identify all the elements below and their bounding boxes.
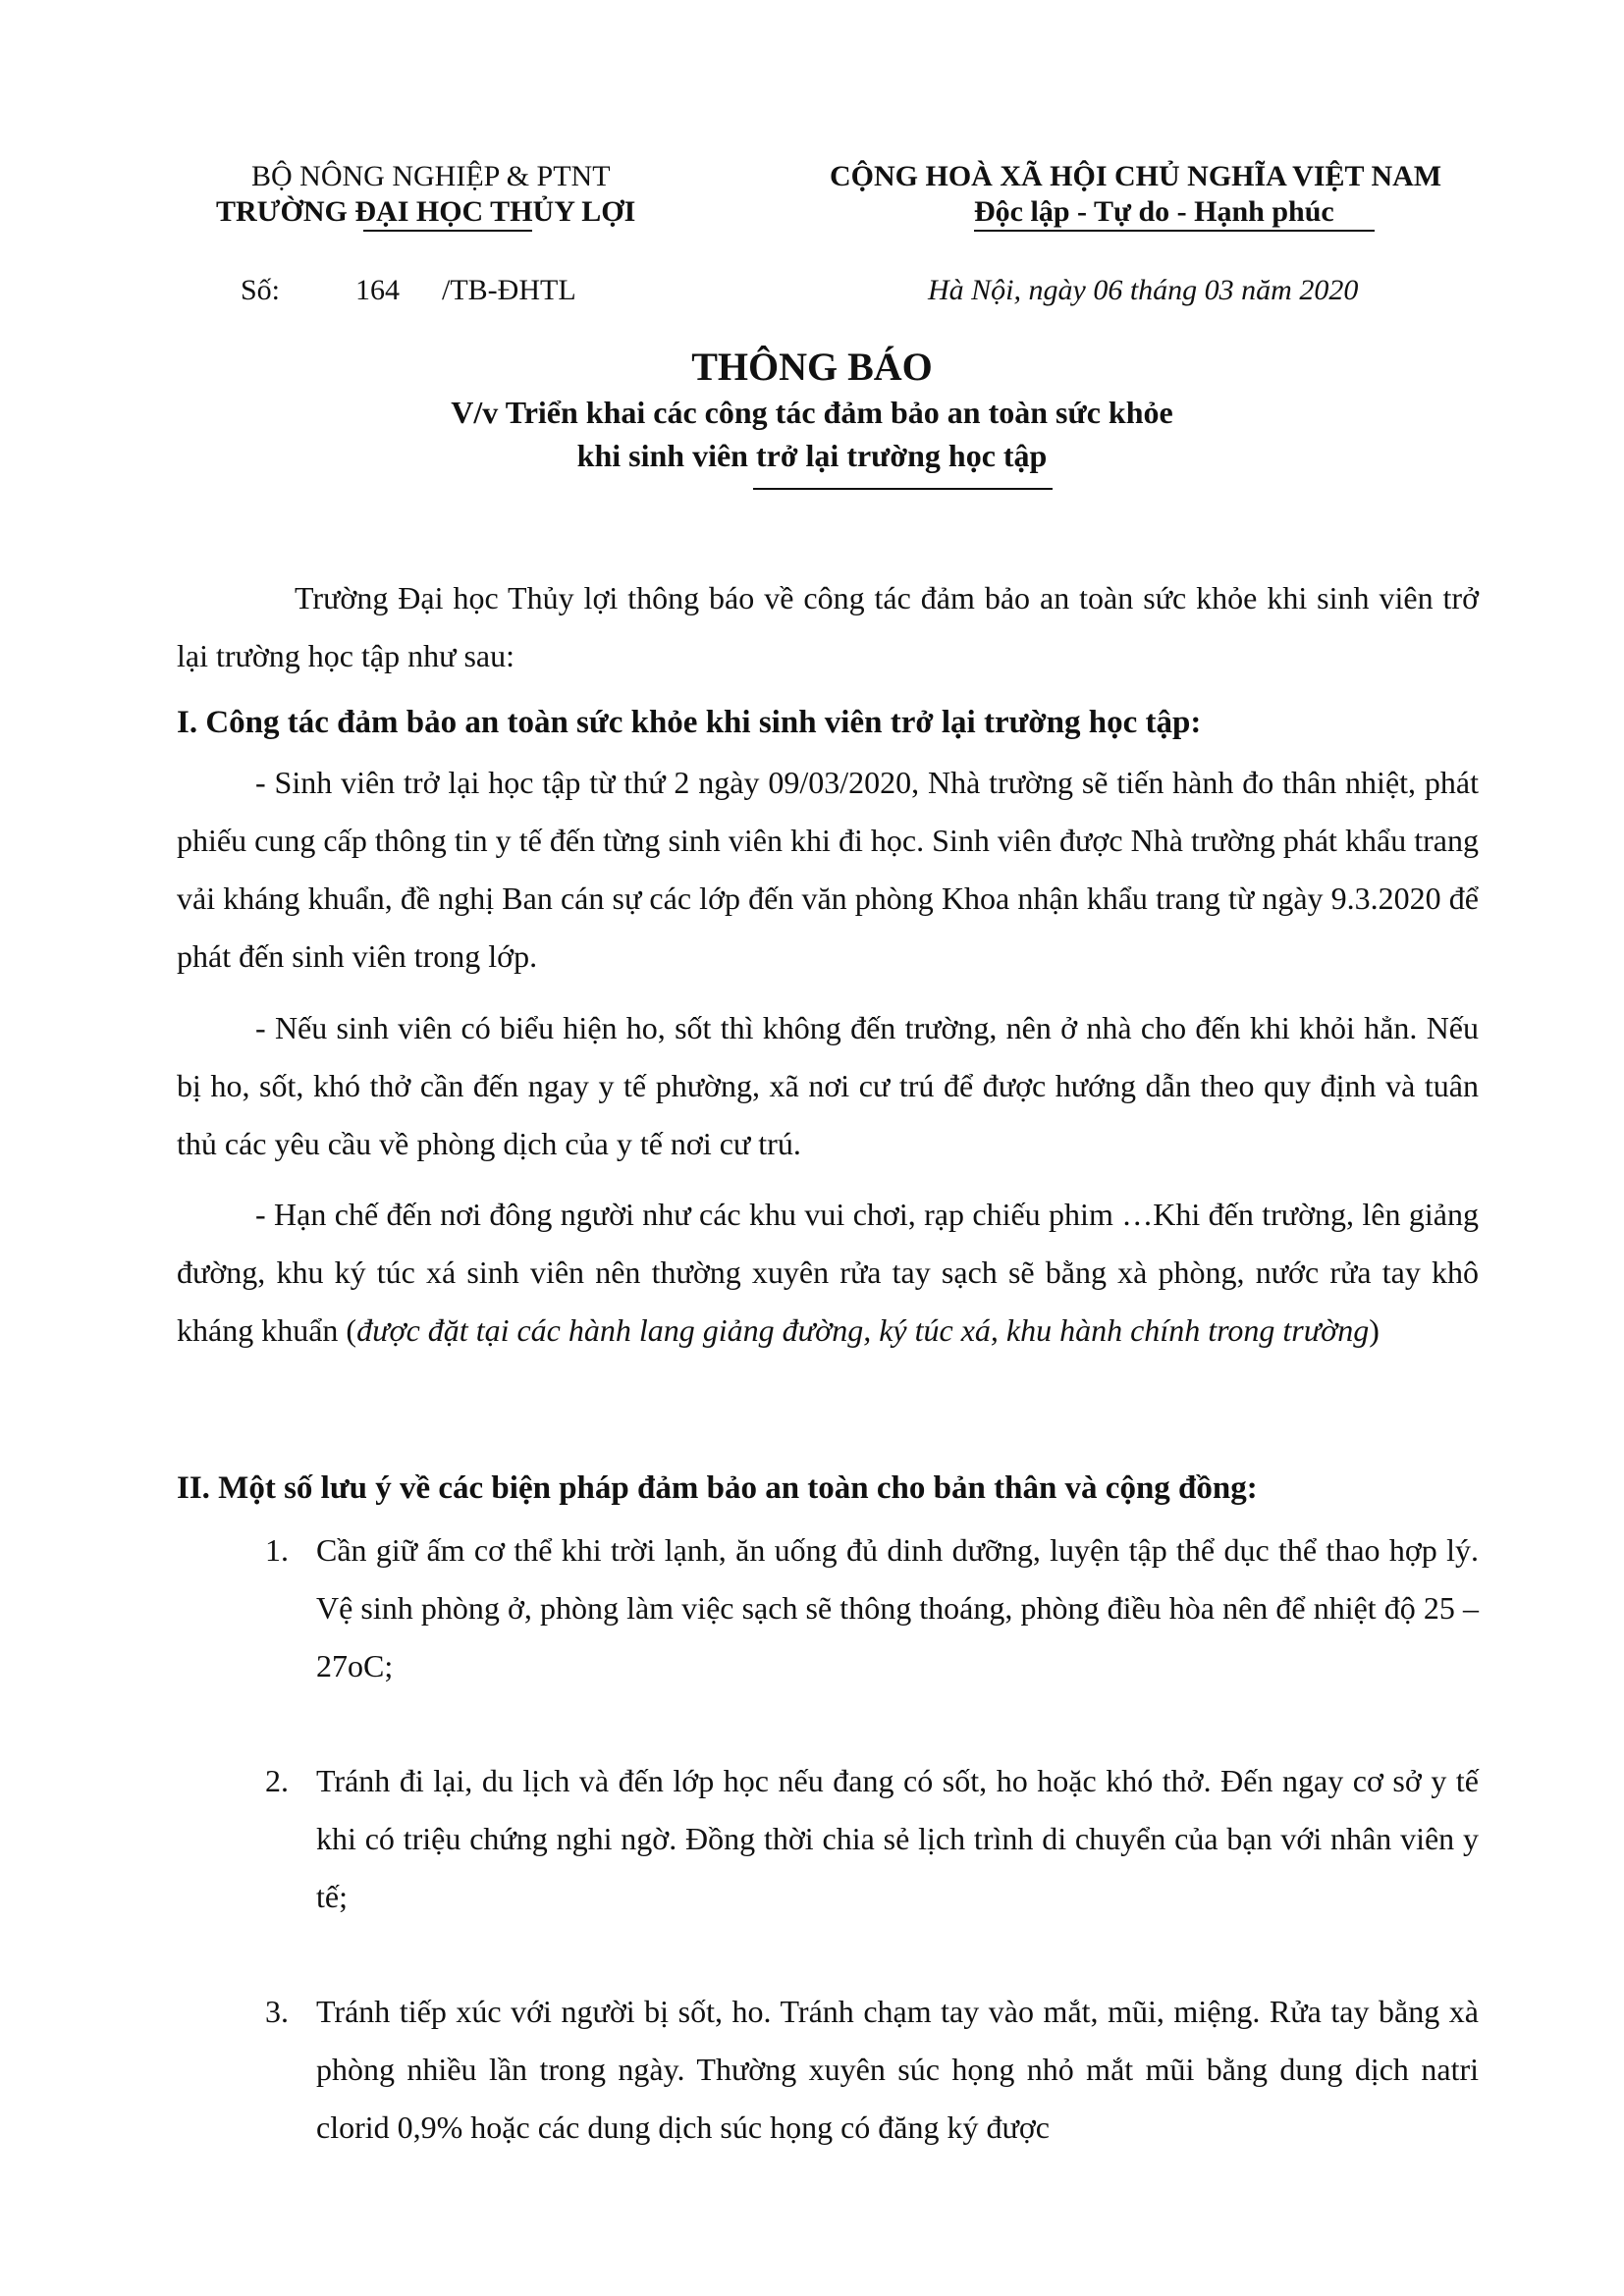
subject-line-2: khi sinh viên trở lại trường học tập [576,438,1048,473]
republic-name: CỘNG HOÀ XÃ HỘI CHỦ NGHĨA VIỆT NAM [830,160,1442,192]
paragraph-3-italic-note: được đặt tại các hành lang giảng đường, ký túc xá, khu hành chính trong trường [356,1312,1370,1348]
intro-paragraph: Trường Đại học Thủy lợi thông báo về công tác đảm bảo an toàn sức khỏe khi sinh viên trở lại trường học tập như sau: [177,580,1479,673]
section-2-heading: II. Một số lưu ý về các biện pháp đảm bảo an toàn cho bản thân và cộng đồng: [177,1470,1258,1506]
document-number: 164 [355,274,400,306]
title-underline [753,488,1053,490]
document-title: THÔNG BÁO [691,345,933,389]
section-1-heading: I. Công tác đảm bảo an toàn sức khỏe khi sinh viên trở lại trường học tập: [177,705,1202,740]
paragraph-3-close: ) [1369,1312,1380,1348]
list-item-text: Cần giữ ấm cơ thể khi trời lạnh, ăn uống đủ dinh dưỡng, luyện tập thể dục thể thao hợp lý. Vệ sinh phòng ở, phòng làm việc sạch sẽ thông thoáng, phòng điều hòa nên để nhiệt độ 25 – 27oC; [316,1532,1479,1683]
university-name: TRƯỜNG ĐẠI HỌC THỦY LỢI [216,195,636,228]
ministry-name: BỘ NÔNG NGHIỆP & PTNT [251,160,611,192]
university-underline [363,230,532,232]
motto: Độc lập - Tự do - Hạnh phúc [974,195,1334,228]
number-label: Số: [241,274,281,306]
list-item-number: 1. [265,1532,289,1568]
paragraph-3-text: - Hạn chế đến nơi đông người như các khu vui chơi, rạp chiếu phim …Khi đến trường, lên giảng đường, khu ký túc xá sinh viên nên thường xuyên rửa tay sạch sẽ bằng xà phòng, nước rửa tay khô kháng khuẩn ( [177,1197,1479,1348]
list-item-number: 2. [265,1763,289,1798]
section-1-paragraph-1: - Sinh viên trở lại học tập từ thứ 2 ngày 09/03/2020, Nhà trường sẽ tiến hành đo thân nhiệt, phát phiếu cung cấp thông tin y tế đến từng sinh viên khi đi học. Sinh viên được Nhà trường phát khẩu trang vải kháng khuẩn, đề nghị Ban cán sự các lớp đến văn phòng Khoa nhận khẩu trang từ ngày 9.3.2020 để phát đến sinh viên trong lớp. [177,765,1479,974]
place-date: Hà Nội, ngày 06 tháng 03 năm 2020 [928,274,1359,306]
motto-underline [974,230,1375,232]
list-item-text: Tránh đi lại, du lịch và đến lớp học nếu đang có sốt, ho hoặc khó thở. Đến ngay cơ sở y tế khi có triệu chứng nghi ngờ. Đồng thời chia sẻ lịch trình di chuyển của bạn với nhân viên y tế; [316,1763,1479,1914]
subject-line-1: V/v Triển khai các công tác đảm bảo an toàn sức khỏe [451,395,1173,430]
list-item-text: Tránh tiếp xúc với người bị sốt, ho. Tránh chạm tay vào mắt, mũi, miệng. Rửa tay bằng xà phòng nhiều lần trong ngày. Thường xuyên súc họng nhỏ mắt mũi bằng dung dịch natri clorid 0,9% hoặc các dung dịch súc họng có đăng ký được [316,1994,1479,2145]
document-number-suffix: /TB-ĐHTL [442,274,576,306]
list-item-number: 3. [265,1994,289,2029]
section-1-paragraph-2: - Nếu sinh viên có biểu hiện ho, sốt thì không đến trường, nên ở nhà cho đến khi khỏi hẳn. Nếu bị ho, sốt, khó thở cần đến ngay y tế phường, xã nơi cư trú để được hướng dẫn theo quy định và tuân thủ các yêu cầu về phòng dịch của y tế nơi cư trú. [177,1010,1479,1161]
section-1-paragraph-3 [177,1186,1479,1360]
